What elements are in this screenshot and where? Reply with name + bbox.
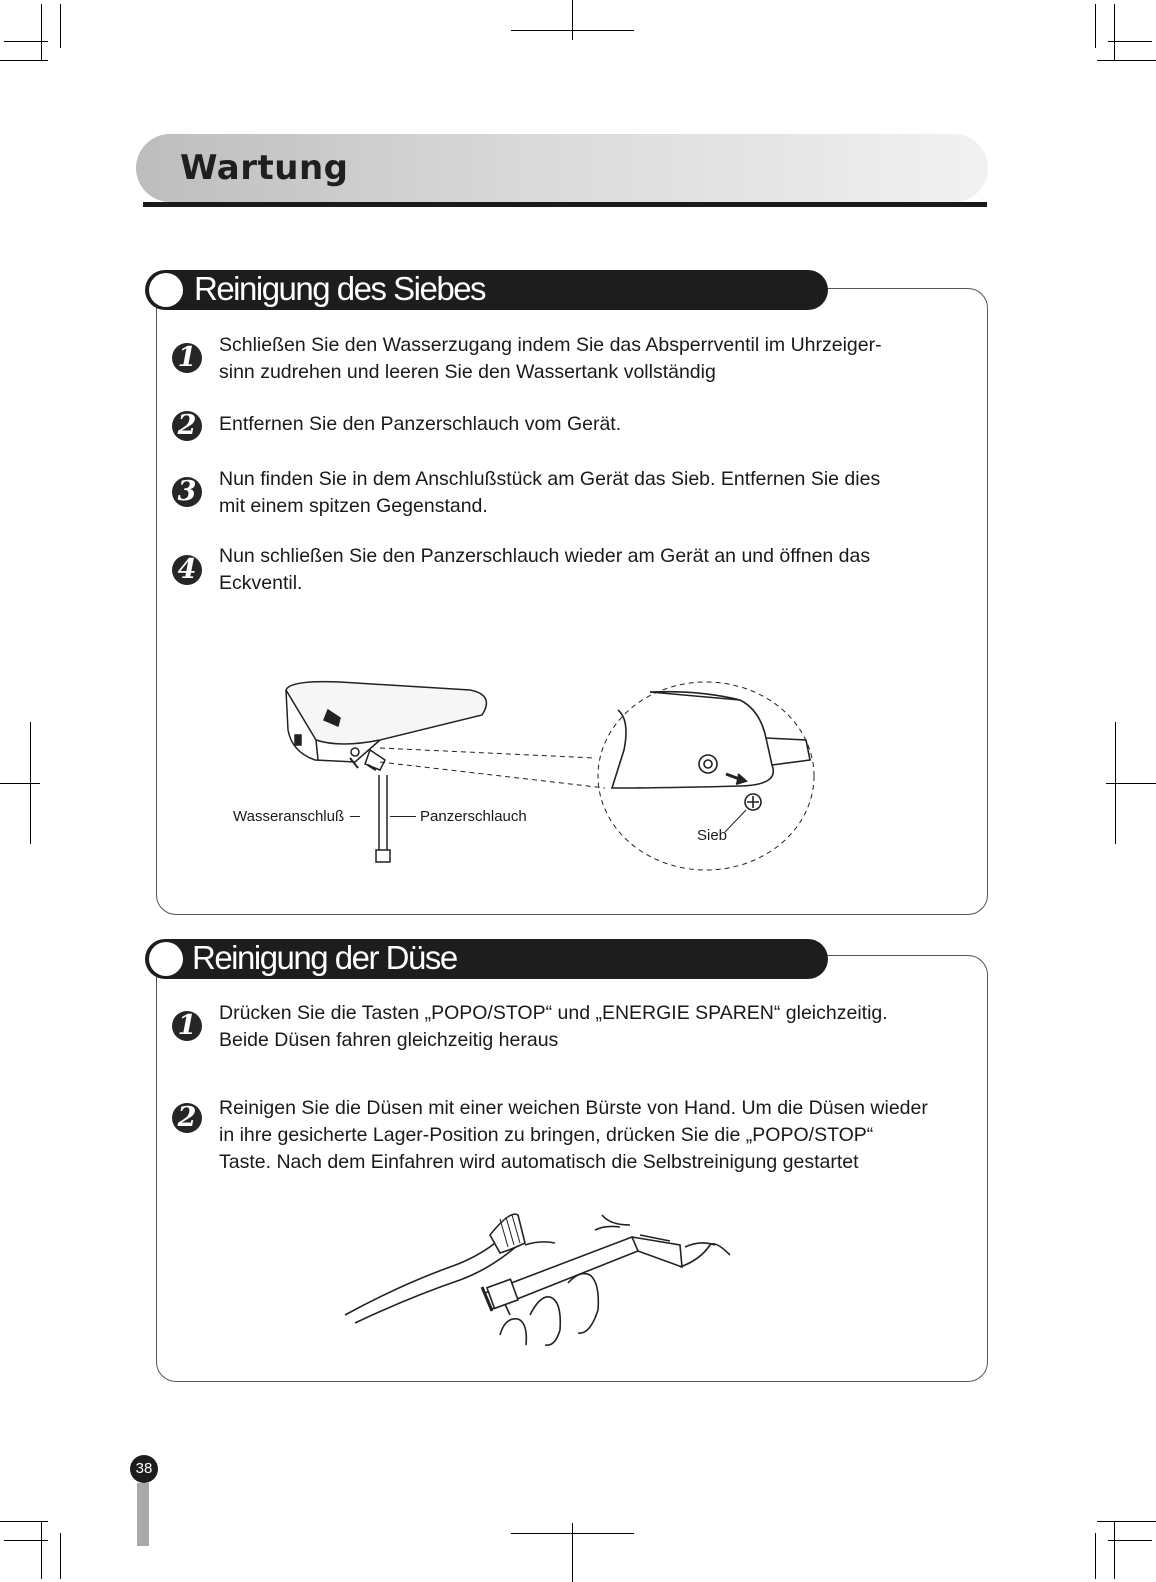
crop-mark [1114, 4, 1115, 60]
label-leader [350, 816, 360, 817]
page-title: Wartung [180, 148, 349, 188]
crop-mark [1115, 722, 1116, 844]
crop-mark [0, 60, 48, 61]
label-sieve: Sieb [697, 827, 728, 844]
step-line: Eckventil. [219, 572, 303, 594]
label-water-connection: Wasseranschluß [233, 808, 345, 825]
crop-mark [41, 4, 42, 60]
step-number: 4 [172, 555, 202, 585]
crop-mark [1114, 1521, 1115, 1579]
crop-mark [572, 0, 573, 40]
step-line: Nun finden Sie in dem Anschlußstück am Gerät das Sieb. Entfernen Sie dies [219, 468, 881, 490]
step-number: 2 [172, 411, 202, 441]
crop-mark [1097, 1521, 1156, 1522]
section-title-nozzle: Reinigung der Düse [192, 939, 457, 976]
step-line: Drücken Sie die Tasten „POPO/STOP“ und „ENERGIE SPAREN“ gleichzeitig. [219, 1002, 888, 1024]
label-leader [390, 816, 416, 817]
page-number-bar [137, 1483, 149, 1546]
crop-mark [1108, 41, 1152, 42]
step-line: Entfernen Sie den Panzerschlauch vom Gerät. [219, 413, 622, 435]
step-text [219, 1095, 928, 1176]
step-number: 2 [172, 1103, 202, 1133]
step-line: in ihre gesicherte Lager-Position zu bringen, drücken Sie die „POPO/STOP“ [219, 1124, 874, 1146]
header-rule [143, 202, 987, 207]
section-bullet [149, 942, 183, 976]
crop-mark [41, 1521, 42, 1579]
crop-mark [1108, 1540, 1152, 1541]
nozzle-cleaning-illustration [340, 1205, 740, 1350]
step-text [219, 466, 880, 520]
crop-mark [4, 41, 48, 42]
page-number: 38 [130, 1455, 158, 1483]
step-line: Beide Düsen fahren gleichzeitig heraus [219, 1029, 559, 1051]
step-number: 1 [172, 1011, 202, 1041]
step-text [219, 411, 621, 438]
step-text [219, 543, 870, 597]
step-line: Reinigen Sie die Düsen mit einer weichen Bürste von Hand. Um die Düsen wieder [219, 1097, 928, 1119]
crop-mark [0, 783, 40, 784]
step-line: Nun schließen Sie den Panzerschlauch wieder am Gerät an und öffnen das [219, 545, 871, 567]
crop-mark [60, 4, 61, 48]
section-title-sieve: Reinigung des Siebes [194, 270, 486, 307]
step-line: sinn zudrehen und leeren Sie den Wassertank vollständig [219, 361, 716, 383]
step-text [219, 332, 882, 386]
label-hose: Panzerschlauch [420, 808, 527, 825]
crop-mark [60, 1533, 61, 1579]
crop-mark [4, 1540, 48, 1541]
crop-mark [1095, 1533, 1096, 1579]
section-bullet [149, 273, 183, 307]
step-number: 3 [172, 477, 202, 507]
step-number: 1 [172, 343, 202, 373]
step-text [219, 1000, 888, 1054]
crop-mark [1095, 4, 1096, 48]
crop-mark [1097, 60, 1156, 61]
step-line: mit einem spitzen Gegenstand. [219, 495, 488, 517]
crop-mark [1106, 783, 1156, 784]
sieve-illustration [220, 670, 840, 880]
step-line: Schließen Sie den Wasserzugang indem Sie das Absperrventil im Uhrzeiger- [219, 334, 882, 356]
step-line: Taste. Nach dem Einfahren wird automatisch die Selbstreinigung gestartet [219, 1151, 859, 1173]
crop-mark [572, 1523, 573, 1582]
crop-mark [30, 722, 31, 844]
